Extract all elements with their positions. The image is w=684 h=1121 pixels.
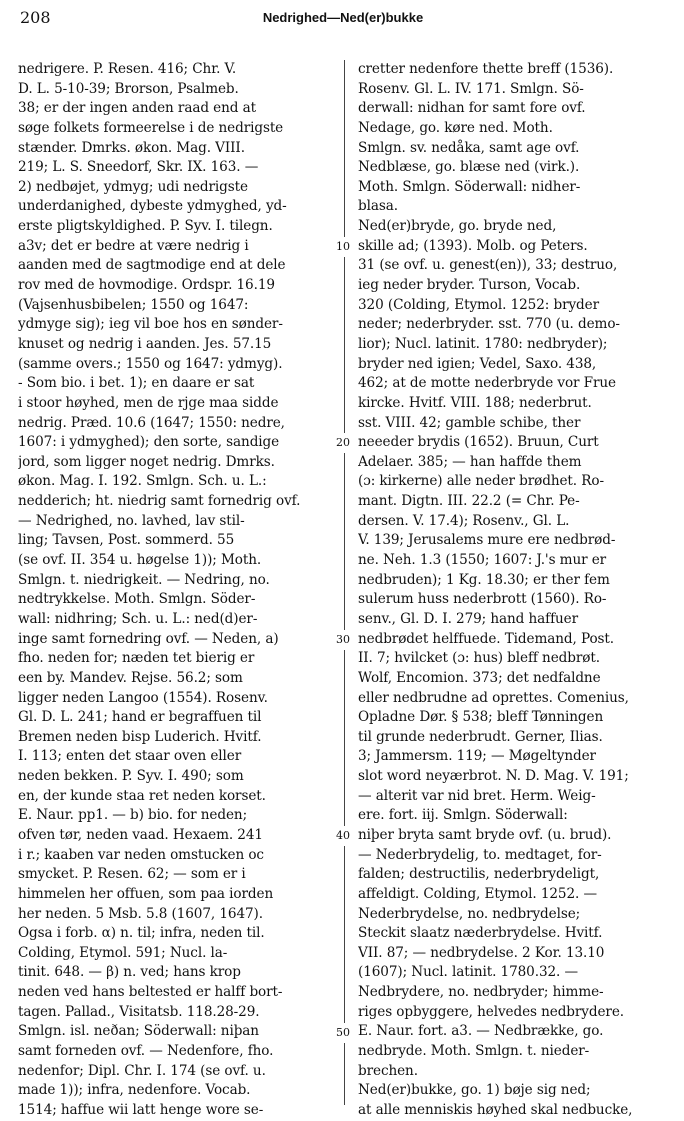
column-divider bbox=[344, 60, 345, 1105]
text-line: Smlgn. sv. nedåka, samt age ovf. bbox=[358, 139, 580, 156]
text-line: Nedblæse, go. blæse ned (virk.). bbox=[358, 159, 580, 176]
text-line: — Nedrighed, no. lavhed, lav stil- bbox=[18, 512, 245, 529]
text-line: eller nedbrudne ad oprettes. Comenius, bbox=[358, 689, 629, 706]
text-line: Opladne Dør. § 538; bleff Tønningen bbox=[358, 709, 604, 726]
text-line: (samme overs.; 1550 og 1647: ydmyg). bbox=[18, 355, 283, 372]
text-line: 31 (se ovf. u. genest(en)), 33; destruo, bbox=[358, 257, 618, 274]
text-line: E. Naur. pp1. — b) bio. for neden; bbox=[18, 807, 248, 824]
text-line: rov med de hovmodige. Ordspr. 16.19 bbox=[18, 277, 275, 294]
text-line: nedderich; ht. niedrig samt fornedrig ovf. bbox=[18, 493, 301, 510]
text-line: i r.; kaaben var neden omstucken oc bbox=[18, 846, 264, 863]
text-line: mant. Digtn. III. 22.2 (= Chr. Pe- bbox=[358, 493, 580, 510]
text-line: I. 113; enten det staar oven eller bbox=[18, 748, 242, 765]
text-line: made 1)); infra, nedenfore. Vocab. bbox=[18, 1082, 251, 1099]
text-line: neder; nederbryder. sst. 770 (u. demo- bbox=[358, 316, 620, 333]
text-line: erste pligtskyldighed. P. Syv. I. tilegn. bbox=[18, 218, 273, 235]
text-line: nedrigere. P. Resen. 416; Chr. V. bbox=[18, 61, 237, 77]
text-line: 1514; haffue wii latt henge wore se- bbox=[18, 1101, 264, 1118]
line-number: 20 bbox=[336, 433, 351, 453]
text-line: ofven tør, neden vaad. Hexaem. 241 bbox=[18, 826, 263, 843]
text-line: Wolf, Encomion. 373; det nedfaldne bbox=[358, 669, 601, 686]
text-line: underdanighed, dybeste ydmyghed, yd- bbox=[18, 198, 287, 215]
text-line: E. Naur. fort. a3. — Nedbrække, go. bbox=[358, 1023, 604, 1040]
text-line: riges opbyggere, helvedes nedbrydere. bbox=[358, 1003, 624, 1020]
page-header bbox=[18, 8, 668, 34]
text-line: 2) nedbøjet, ydmyg; udi nedrigste bbox=[18, 178, 248, 195]
text-line: 3; Jammersm. 119; — Møgeltynder bbox=[358, 748, 596, 765]
text-line: her neden. 5 Msb. 5.8 (1607, 1647). bbox=[18, 905, 263, 922]
text-line: Ned(er)bryde, go. bryde ned, bbox=[358, 218, 557, 235]
text-line: tinit. 648. — β) n. ved; hans krop bbox=[18, 964, 241, 981]
line-number: 30 bbox=[336, 630, 351, 650]
text-line: een by. Mandev. Rejse. 56.2; som bbox=[18, 669, 243, 686]
running-title: Nedrighed—Ned(er)bukke bbox=[262, 10, 424, 25]
text-line: økon. Mag. I. 192. Smlgn. Sch. u. L.: bbox=[18, 473, 267, 490]
text-line: bryder ned igien; Vedel, Saxo. 438, bbox=[358, 355, 597, 372]
text-line: brechen. bbox=[358, 1062, 418, 1079]
text-line: dersen. V. 17.4); Rosenv., Gl. L. bbox=[358, 512, 570, 529]
text-line: en, der kunde staa ret neden korset. bbox=[18, 787, 266, 804]
text-line: nedrig. Præd. 10.6 (1647; 1550: nedre, bbox=[18, 414, 285, 431]
text-line: knuset og nedrig i aanden. Jes. 57.15 bbox=[18, 335, 272, 352]
text-line: sulerum huss nederbrott (1560). Ro- bbox=[358, 591, 607, 608]
text-line: stænder. Dmrks. økon. Mag. VIII. bbox=[18, 139, 245, 156]
text-line: Moth. Smlgn. Söderwall: nidher- bbox=[358, 178, 581, 195]
text-line: nedbrødet helffuede. Tidemand, Post. bbox=[358, 630, 615, 647]
line-number: 50 bbox=[336, 1023, 351, 1043]
text-line: ligger neden Langoo (1554). Rosenv. bbox=[18, 689, 268, 706]
text-line: nedenfor; Dipl. Chr. I. 174 (se ovf. u. bbox=[18, 1062, 266, 1079]
text-line: Smlgn. isl. neðan; Söderwall: niþan bbox=[18, 1023, 259, 1040]
text-line: slot word neyærbrot. N. D. Mag. V. 191; bbox=[358, 768, 629, 785]
text-line: Ogsa i forb. α) n. til; infra, neden til. bbox=[18, 925, 265, 942]
text-line: senv., Gl. D. I. 279; hand haffuer bbox=[358, 610, 579, 627]
text-line: jord, som ligger noget nedrig. Dmrks. bbox=[18, 453, 275, 470]
text-line: (ɔ: kirkerne) alle neder brødhet. Ro- bbox=[358, 473, 604, 490]
right-column bbox=[358, 60, 676, 1121]
text-line: blasa. bbox=[358, 198, 398, 215]
text-line: Colding, Etymol. 591; Nucl. la- bbox=[18, 944, 228, 961]
text-line: — alterit var nid bret. Herm. Weig- bbox=[358, 787, 596, 804]
text-line: Bremen neden bisp Luderich. Hvitf. bbox=[18, 728, 262, 745]
text-line: 1607: i ydmyghed); den sorte, sandige bbox=[18, 434, 280, 451]
text-line: søge folkets formeerelse i de nedrigste bbox=[18, 119, 284, 136]
text-line: neeeder brydis (1652). Bruun, Curt bbox=[358, 434, 599, 451]
text-line: niþer bryta samt bryde ovf. (u. brud). bbox=[358, 826, 612, 843]
text-line: 462; at de motte nederbryde vor Frue bbox=[358, 375, 616, 392]
text-line: II. 7; hvilcket (ɔ: hus) bleff nedbrøt. bbox=[358, 650, 600, 667]
text-line: — Nederbrydelig, to. medtaget, for- bbox=[358, 846, 602, 863]
text-line: falden; destructilis, nederbrydeligt, bbox=[358, 866, 600, 883]
text-line: himmelen her offuen, som paa iorden bbox=[18, 885, 274, 902]
text-line: affeldigt. Colding, Etymol. 1252. — bbox=[358, 885, 597, 902]
line-number: 40 bbox=[336, 826, 351, 846]
text-line: 38; er der ingen anden raad end at bbox=[18, 100, 256, 117]
text-line: Smlgn. t. niedrigkeit. — Nedring, no. bbox=[18, 571, 270, 588]
text-line: Adelaer. 385; — han haffde them bbox=[358, 453, 582, 470]
text-line: fho. neden for; næden tet bierig er bbox=[18, 650, 255, 667]
text-line: Ned(er)bukke, go. 1) bøje sig ned; bbox=[358, 1082, 591, 1099]
text-line: samt forneden ovf. — Nedenfore, fho. bbox=[18, 1043, 274, 1060]
text-line: ne. Neh. 1.3 (1550; 1607: J.'s mur er bbox=[358, 552, 607, 569]
text-line: ere. fort. iij. Smlgn. Söderwall: bbox=[358, 807, 568, 824]
text-line: (Vajsenhusbibelen; 1550 og 1647: bbox=[18, 296, 249, 313]
page-number: 208 bbox=[20, 8, 51, 27]
text-line: - Som bio. i bet. 1); en daare er sat bbox=[18, 375, 255, 392]
text-line: neden ved hans beltested er halff bort- bbox=[18, 984, 283, 1001]
text-line: i stoor høyhed, men de rjge maa sidde bbox=[18, 394, 279, 411]
text-line: nedbruden); 1 Kg. 18.30; er ther fem bbox=[358, 571, 610, 588]
text-line: kircke. Hvitf. VIII. 188; nederbrut. bbox=[358, 394, 592, 411]
left-column bbox=[18, 60, 336, 1121]
text-line: D. L. 5-10-39; Brorson, Psalmeb. bbox=[18, 80, 239, 97]
line-number: 10 bbox=[336, 237, 351, 257]
text-line: ling; Tavsen, Post. sommerd. 55 bbox=[18, 532, 235, 549]
text-line: Nedage, go. køre ned. Moth. bbox=[358, 119, 553, 136]
text-line: ydmyge sig); ieg vil boe hos en sønder- bbox=[18, 316, 283, 333]
text-line: 219; L. S. Sneedorf, Skr. IX. 163. — bbox=[18, 159, 259, 176]
text-line: VII. 87; — nedbrydelse. 2 Kor. 13.10 bbox=[358, 944, 605, 961]
text-line: Steckit slaatz næderbrydelse. Hvitf. bbox=[358, 925, 603, 942]
text-line: nedbryde. Moth. Smlgn. t. nieder- bbox=[358, 1043, 590, 1060]
text-line: a3v; det er bedre at være nedrig i bbox=[18, 237, 249, 254]
text-line: 320 (Colding, Etymol. 1252: bryder bbox=[358, 296, 600, 313]
text-line: tagen. Pallad., Visitatsb. 118.28-29. bbox=[18, 1003, 260, 1020]
text-line: (se ovf. II. 354 u. høgelse 1)); Moth. bbox=[18, 552, 262, 569]
text-line: Nedbrydere, no. nedbryder; himme- bbox=[358, 984, 604, 1001]
text-line: Gl. D. L. 241; hand er begraffuen til bbox=[18, 709, 262, 726]
text-line: neden bekken. P. Syv. I. 490; som bbox=[18, 768, 244, 785]
text-line: ieg neder bryder. Turson, Vocab. bbox=[358, 277, 581, 294]
text-line: aanden med de sagtmodige end at dele bbox=[18, 257, 286, 274]
text-line: V. 139; Jerusalems mure ere nedbrød- bbox=[358, 532, 616, 549]
text-line: til grunde nederbrudt. Gerner, Ilias. bbox=[358, 728, 603, 745]
text-line: cretter nedenfore thette breff (1536). bbox=[358, 61, 614, 77]
text-line: skille ad; (1393). Molb. og Peters. bbox=[358, 237, 588, 254]
text-line: at alle menniskis høyhed skal nedbucke, bbox=[358, 1101, 633, 1118]
text-line: sst. VIII. 42; gamble schibe, ther bbox=[358, 414, 581, 431]
text-line: (1607); Nucl. latinit. 1780.32. — bbox=[358, 964, 578, 981]
text-line: wall: nidhring; Sch. u. L.: ned(d)er- bbox=[18, 610, 258, 627]
text-line: inge samt fornedring ovf. — Neden, a) bbox=[18, 630, 279, 647]
text-line: lior); Nucl. latinit. 1780: nedbryder); bbox=[358, 335, 608, 352]
text-line: nedtrykkelse. Moth. Smlgn. Söder- bbox=[18, 591, 256, 608]
text-line: derwall: nidhan for samt fore ovf. bbox=[358, 100, 586, 117]
text-line: smycket. P. Resen. 62; — som er i bbox=[18, 866, 246, 883]
text-line: Rosenv. Gl. L. IV. 171. Smlgn. Sö- bbox=[358, 80, 584, 97]
text-line: Nederbrydelse, no. nedbrydelse; bbox=[358, 905, 581, 922]
